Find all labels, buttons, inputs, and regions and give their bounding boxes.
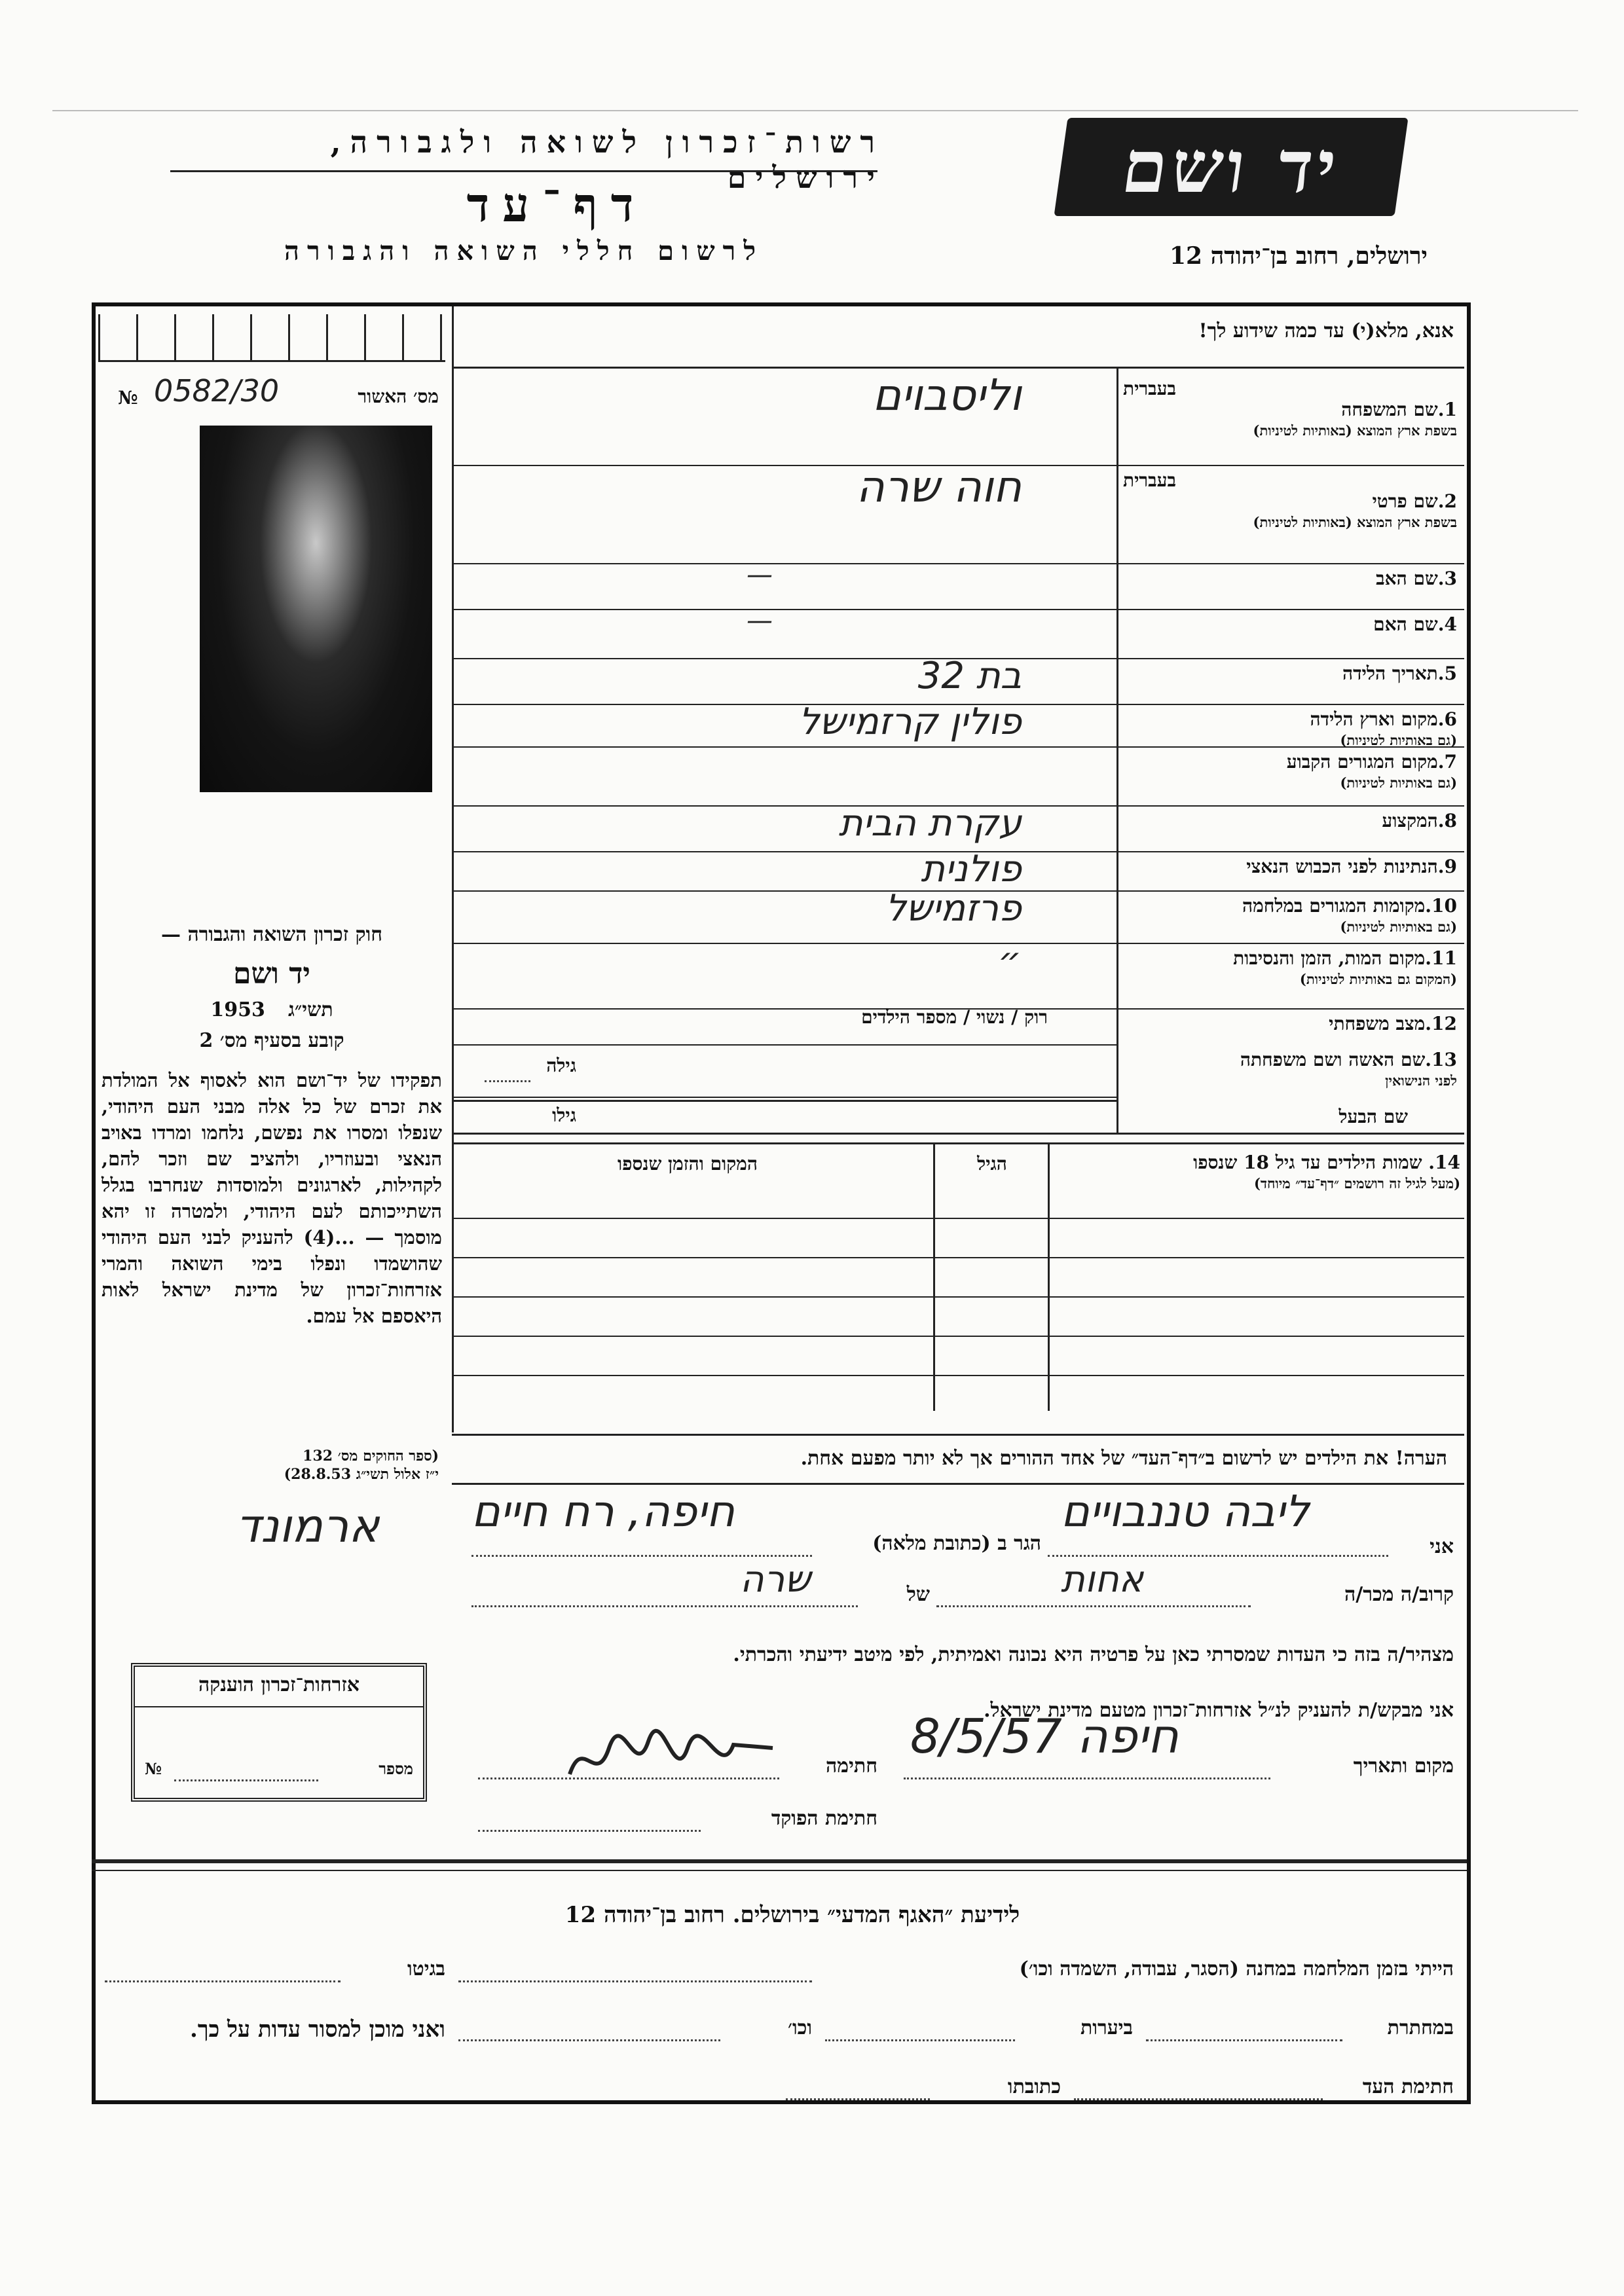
field-num: 2. <box>1437 490 1457 512</box>
children-row <box>452 1257 1464 1258</box>
field-value-3: — <box>747 560 773 590</box>
field-row-rule <box>452 1097 1116 1098</box>
field-label-12 <box>1123 1013 1457 1034</box>
row-rule <box>452 1434 1464 1436</box>
law-ref-2: י״ז אלול תשי״ג 28.8.53) <box>284 1466 439 1483</box>
address-continuation: ארמונד <box>236 1499 380 1553</box>
field-title: מקום המות, הזמן והנסיבות <box>1233 947 1426 969</box>
signature-label: חתימה <box>826 1755 877 1777</box>
field-value-8: עקרת הבית <box>838 802 1022 845</box>
field-label-10 <box>1123 896 1457 938</box>
field-label-5 <box>1123 663 1457 684</box>
law-year-heb: תשי״ג <box>287 998 333 1021</box>
footer-forests: ביערות <box>1080 2016 1133 2039</box>
field-label-9 <box>1123 856 1457 877</box>
field-value-4: — <box>747 606 773 636</box>
field-title: מצב משפחתי <box>1329 1013 1426 1034</box>
field-title: תאריך הלידה <box>1342 663 1438 684</box>
field-sub: (גם באותיות לטיניות) <box>1340 774 1457 791</box>
law-title: חוק זכרון השואה והגבורה — <box>161 923 382 946</box>
husband-label: שם הבעל <box>1338 1106 1408 1127</box>
label-row-rule <box>1116 658 1464 659</box>
field-sub: (המקום גם באותיות לטיניות) <box>1299 971 1457 987</box>
header-title: דף־עד <box>466 177 647 232</box>
field-sub: לפני הנישואין <box>1385 1072 1457 1089</box>
marital-options: רוק / נשוי / מספר הילדים <box>861 1006 1048 1028</box>
field-title: הנתינות לפני הכבוש הנאצי <box>1246 856 1438 877</box>
field-num: 7. <box>1437 751 1457 773</box>
cert-title: אזרחות־זכרון הוענקה <box>198 1673 360 1696</box>
statement-request: אני מבקש/ת להעניק לנ״ל אזרחות־זכרון מטעם מדינת ישראל. <box>984 1699 1454 1722</box>
field-label-2 <box>1123 470 1457 533</box>
approval-number: 0582/30 <box>154 373 280 409</box>
children-row <box>452 1336 1464 1337</box>
field-value-1: וליסבוים <box>872 370 1022 420</box>
field-label-6 <box>1123 709 1457 751</box>
approval-tick-boxes <box>98 314 445 362</box>
row-rule <box>452 1133 1464 1135</box>
field-sub: (גם באותיות לטיניות) <box>1340 919 1457 935</box>
field-num: 11. <box>1425 947 1457 969</box>
label-row-rule <box>1116 890 1464 892</box>
field-value-6: פולין קרזמישל <box>798 701 1022 743</box>
children-col-divider <box>933 1142 935 1411</box>
children-row <box>452 1218 1464 1219</box>
law-reference <box>98 1447 439 1484</box>
label-row-rule <box>1116 609 1464 610</box>
field-label-11 <box>1123 948 1457 990</box>
field-tag: בעברית <box>1123 469 1177 491</box>
field-num: 10. <box>1425 895 1457 917</box>
scan-edge-line <box>52 110 1578 111</box>
yad-vashem-logo <box>1054 118 1408 216</box>
field-num: 9. <box>1437 856 1457 877</box>
declarant-name: ליבה טננבויים <box>1061 1486 1310 1537</box>
children-num: 14. <box>1428 1152 1460 1173</box>
label-row-rule <box>1116 943 1464 944</box>
children-title: שמות הילדים עד גיל 18 שנספו <box>1193 1152 1422 1173</box>
children-label <box>1054 1152 1460 1194</box>
relative-line <box>936 1605 1251 1607</box>
law-ref-1: (ספר החוקים מס׳ 132 <box>303 1448 439 1465</box>
header-address: ירושלים, רחוב בן־יהודה 12 <box>1169 242 1428 270</box>
law-text: תפקידו של יד־ושם הוא לאסוף אל המולדת את זכרם של כל אלה מבני העם היהודי, שנפלו ומסרו את נפשם, נלחמו ומרדו באויב הנאצי ובעוזריו, ולהציב שם וזכר להם, לקהילות, לארגונים ולמוסדות שנחרבו בגלל השתייכותם לעם היהודי, ולמטרה זו יהא מוסמך — ...(4) להעניק לבני העם היהודי שהושמדו ונפלו בימי השואה והמרי אזרחות־זכרון של מדינת ישראל לאות היאספם אל עמם. <box>101 1069 442 1327</box>
field-sub: בשפת ארץ המוצא (באותיות לטיניות) <box>1253 422 1457 439</box>
law-clause: קובע בסעיף מס׳ 2 <box>199 1029 344 1052</box>
cert-number-prefix: № <box>145 1759 162 1778</box>
children-note: הערה! את הילדים יש לרשום ב״דף־העד״ של אחד ההורים אך לא יותר מפעם אחת. <box>800 1447 1447 1470</box>
field-label-4 <box>1123 614 1457 635</box>
row-rule <box>452 1483 1464 1485</box>
field-label-3 <box>1123 568 1457 589</box>
label-row-rule <box>1116 1008 1464 1010</box>
cert-number-line <box>174 1779 318 1781</box>
field-sub: (גם באותיות לטיניות) <box>1340 732 1457 748</box>
field-title: שם האב <box>1376 568 1438 589</box>
footer-ready: ואני מוכן למסור עדות על כך. <box>190 2016 445 2043</box>
statement-truth: מצהיר/ה בזה כי העדות שמסרתי כאן על פרטיה היא נכונה ואמיתית, לפי מיטב ידיעתי והכרתי. <box>733 1643 1454 1666</box>
children-sub: (מעל לגיל זה רושמים ״דף־עד״ מיוחד) <box>1253 1175 1460 1192</box>
footer-ghetto: בגיטו <box>407 1958 445 1980</box>
of-value: שרה <box>740 1558 811 1601</box>
field-title: שם האם <box>1373 613 1438 635</box>
row-rule <box>452 1100 1116 1102</box>
field-num: 3. <box>1437 568 1457 589</box>
footer-underground-blank <box>1146 2039 1342 2041</box>
footer-ghetto-blank <box>105 1980 341 1982</box>
signature-line <box>478 1777 779 1779</box>
field-value-5: בת 32 <box>917 655 1022 697</box>
portrait-photo <box>200 426 432 792</box>
children-place-header: המקום והזמן שנספו <box>618 1153 758 1175</box>
field-label-1 <box>1123 378 1457 441</box>
declarant-name-line <box>1048 1555 1388 1557</box>
of-label: של <box>906 1583 930 1606</box>
footer-rule <box>92 1859 1467 1863</box>
approval-prefix: № <box>118 387 138 409</box>
approval-label: מס׳ האשור <box>358 386 439 407</box>
footer-etc-blank <box>458 2039 720 2041</box>
field-label-8 <box>1123 811 1457 831</box>
field-tag: בעברית <box>1123 378 1177 399</box>
field-num: 12. <box>1425 1013 1457 1034</box>
place-date-line <box>904 1777 1270 1779</box>
age-line <box>485 1080 530 1082</box>
footer-address: כתובתו <box>1007 2075 1061 2098</box>
children-age-header: הגיל <box>977 1153 1007 1175</box>
field-num: 5. <box>1437 663 1457 684</box>
husband-age-label: גילו <box>552 1104 576 1126</box>
footer-camp-line: הייתי בזמן המלחמה במחנה (הסגר, עבודה, השמדה וכו׳) <box>1019 1958 1454 1980</box>
sidebar-divider <box>452 306 454 1432</box>
field-title: מקום המגורים הקבוע <box>1286 751 1438 773</box>
footer-witness-sig-blank <box>1074 2098 1323 2100</box>
footer-forests-blank <box>825 2039 1015 2041</box>
relative-label: קרוב/ה מכר/ה <box>1344 1583 1454 1606</box>
header-rule <box>170 170 877 172</box>
officer-signature-line <box>478 1830 701 1832</box>
field-num: 4. <box>1437 613 1457 635</box>
row-rule <box>452 1142 1464 1144</box>
cert-number-label: מספר <box>378 1759 413 1778</box>
label-row-rule <box>1116 704 1464 705</box>
law-year: 1953 <box>210 998 265 1021</box>
children-row <box>452 1375 1464 1376</box>
row-rule <box>452 367 1464 369</box>
footer-address-blank <box>786 2098 930 2100</box>
place-date-label: מקום ותאריך <box>1353 1755 1454 1777</box>
label-column-divider <box>1116 367 1118 1133</box>
memorial-citizenship-box <box>131 1663 427 1802</box>
relative-value: אחות <box>1061 1558 1144 1601</box>
of-line <box>471 1605 858 1607</box>
declaration-ani: אני <box>1430 1535 1454 1558</box>
footer-rule <box>92 1870 1467 1871</box>
officer-signature-label: חתימת הפוקד <box>771 1807 877 1830</box>
field-row-rule <box>452 1044 1116 1046</box>
field-title: מקום וארץ הלידה <box>1310 708 1438 730</box>
header-org: רשות־זכרון לשואה ולגבורה, ירושלים <box>330 124 884 195</box>
address-line <box>471 1555 812 1557</box>
field-title: מקומות המגורים במלחמה <box>1242 895 1426 917</box>
field-num: 6. <box>1437 708 1457 730</box>
footer-title: לידיעת ״האגף המדעי״ בירושלים. רחוב בן־יהודה 12 <box>564 1902 1020 1928</box>
field-label-7 <box>1123 752 1457 793</box>
field-value-9: פולנית <box>921 848 1022 890</box>
children-col-divider <box>1048 1142 1050 1411</box>
footer-camp-blank <box>458 1980 812 1982</box>
footer-underground: במחתרת <box>1387 2016 1454 2039</box>
label-row-rule <box>1116 805 1464 807</box>
law-year-line <box>101 998 442 1021</box>
living-at-label: הגר ב (כתובת מלאה) <box>872 1532 1041 1555</box>
field-value-2: חוה שרה <box>856 462 1022 512</box>
age-label: גילה <box>546 1055 576 1076</box>
law-name: יד ושם <box>233 957 310 991</box>
footer-etc: וכו׳ <box>788 2016 812 2039</box>
label-row-rule <box>1116 851 1464 852</box>
field-sub: בשפת ארץ המוצא (באותיות לטיניות) <box>1253 514 1457 530</box>
field-title: שם המשפחה <box>1341 399 1438 420</box>
field-num: 8. <box>1437 810 1457 831</box>
cert-rule <box>135 1706 423 1707</box>
field-num: 1. <box>1437 399 1457 420</box>
field-num: 13. <box>1425 1049 1457 1070</box>
field-title: שם האשה ושם משפחתה <box>1240 1049 1426 1070</box>
signature-scribble <box>563 1728 779 1794</box>
field-title: המקצוע <box>1382 810 1438 831</box>
field-title: שם פרטי <box>1372 490 1438 512</box>
field-value-10: פרזמישל <box>885 887 1022 930</box>
header-subtitle: לרשום חללי השואה והגבורה <box>284 236 764 266</box>
field-value-11: ״ <box>997 939 1022 982</box>
form-instruction: אנא, מלא(י) עד כמה שידוע לך! <box>1198 319 1454 342</box>
field-label-13 <box>1123 1049 1457 1091</box>
place-date-value: חיפה 8/5/57 <box>910 1709 1179 1764</box>
address-value: חיפה, רח חיים <box>471 1486 735 1537</box>
footer-witness-sig: חתימת העד <box>1362 2075 1454 2098</box>
children-row <box>452 1296 1464 1298</box>
logo-text: יד ושם <box>1116 124 1346 209</box>
